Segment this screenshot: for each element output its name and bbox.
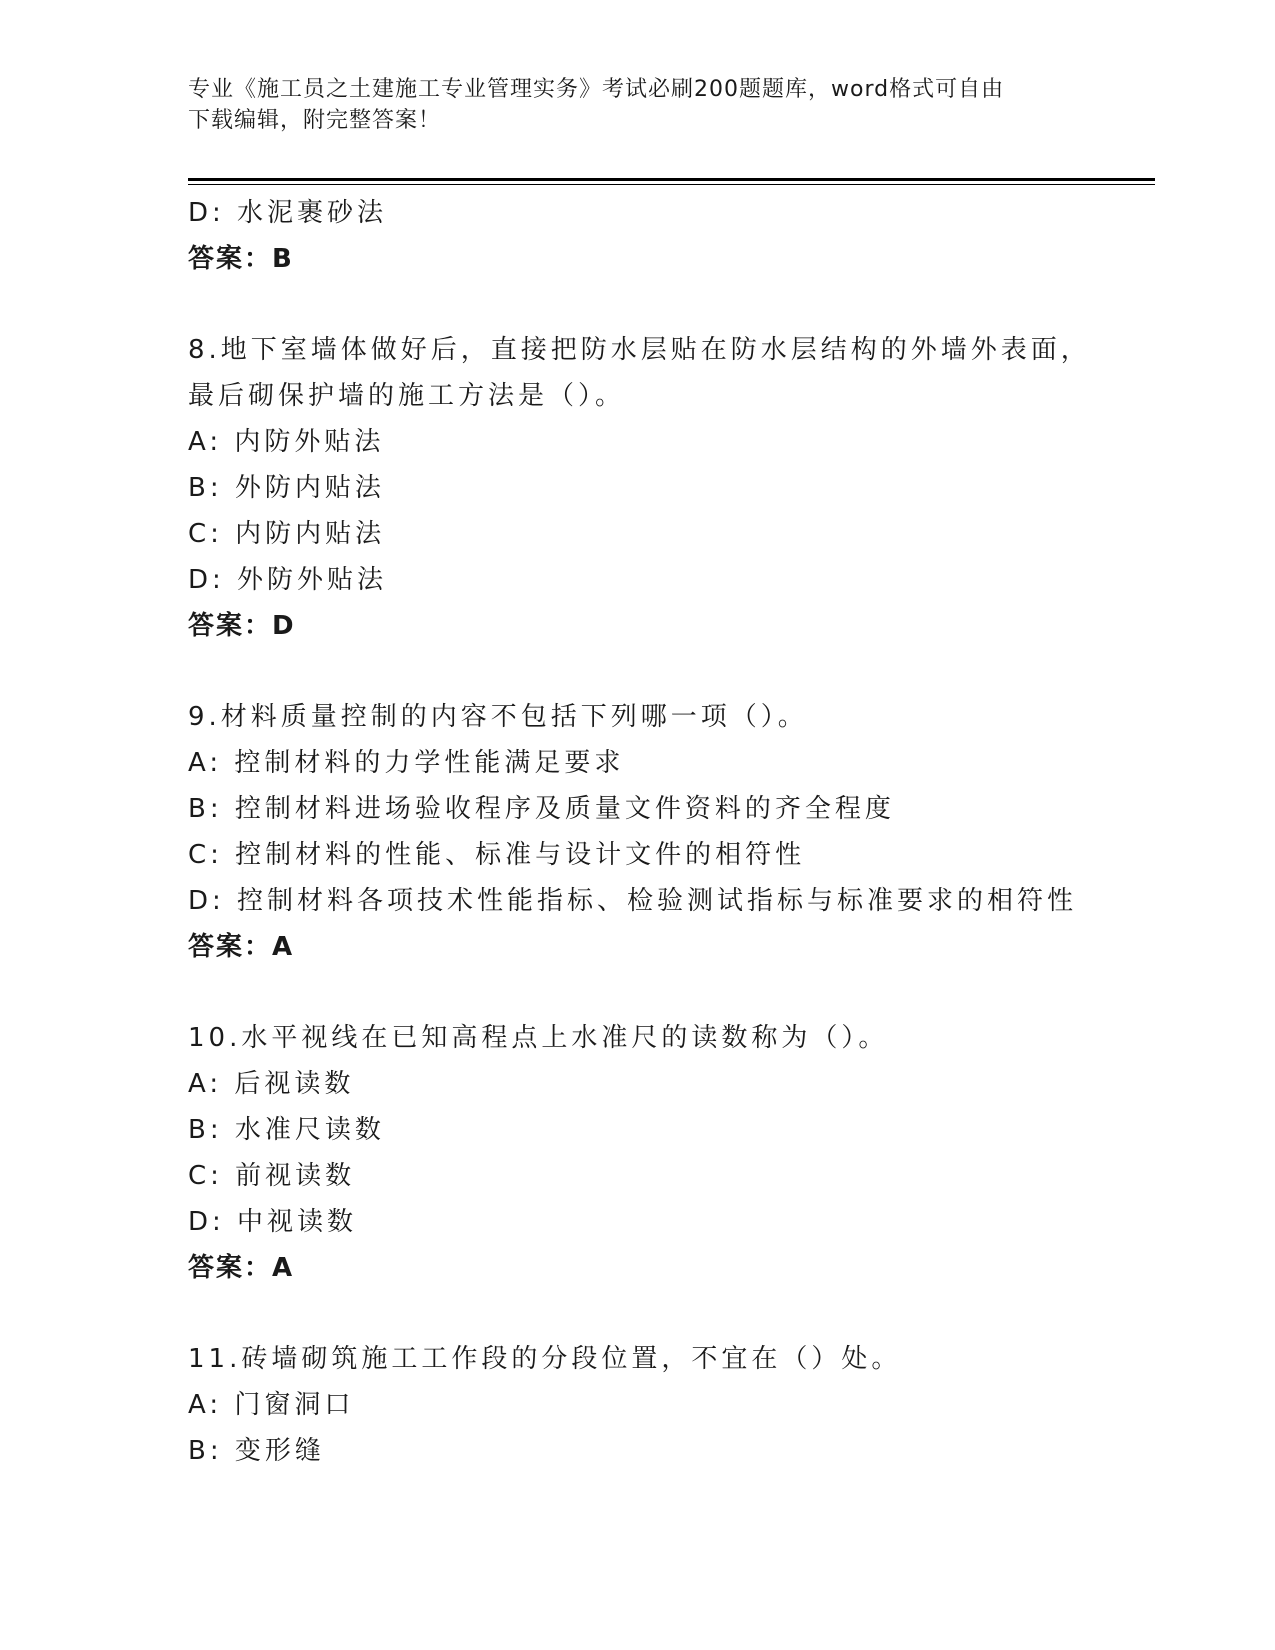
text-line: A: 控制材料的力学性能满足要求: [188, 748, 625, 778]
spacer: [188, 282, 1088, 327]
text-line: D: 控制材料各项技术性能指标、检验测试指标与标准要求的相符性: [188, 886, 1078, 916]
question-content: [188, 190, 1091, 1474]
spacer: [188, 649, 1088, 694]
answer-line: 答案：D: [188, 611, 296, 641]
text-line: 11.砖墙砌筑施工工作段的分段位置，不宜在（）处。: [188, 1344, 902, 1374]
answer-line: 答案：A: [188, 1253, 295, 1283]
header-line-1: 专业《施工员之土建施工专业管理实务》考试必刷200题题库，word格式可自由: [188, 77, 1005, 102]
document-header: [188, 74, 1068, 136]
text-line: 10.水平视线在已知高程点上水准尺的读数称为（）。: [188, 1023, 889, 1053]
text-line: B: 变形缝: [188, 1436, 325, 1466]
spacer: [188, 1291, 1088, 1336]
text-line: B: 水准尺读数: [188, 1115, 385, 1145]
text-line: D: 外防外贴法: [188, 565, 388, 595]
text-line: B: 控制材料进场验收程序及质量文件资料的齐全程度: [188, 794, 895, 824]
spacer: [188, 970, 1088, 1015]
header-rule-thin: [188, 184, 1155, 185]
header-rule-thick: [188, 178, 1155, 181]
text-line: C: 内防内贴法: [188, 519, 386, 549]
answer-line: 答案：A: [188, 932, 295, 962]
text-line: 9.材料质量控制的内容不包括下列哪一项（）。: [188, 702, 808, 732]
text-line: D: 中视读数: [188, 1207, 358, 1237]
text-line: 8.地下室墙体做好后，直接把防水层贴在防水层结构的外墙外表面，: [188, 335, 1091, 365]
text-line: B: 外防内贴法: [188, 473, 385, 503]
answer-line: 答案：B: [188, 244, 294, 274]
header-line-2: 下载编辑，附完整答案！: [188, 108, 442, 133]
text-line: A: 后视读数: [188, 1069, 355, 1099]
text-line: A: 门窗洞口: [188, 1390, 355, 1420]
text-line: C: 控制材料的性能、标准与设计文件的相符性: [188, 840, 806, 870]
text-line: C: 前视读数: [188, 1161, 356, 1191]
text-line: D: 水泥裹砂法: [188, 198, 388, 228]
text-line: A: 内防外贴法: [188, 427, 385, 457]
text-line: 最后砌保护墙的施工方法是（）。: [188, 381, 626, 411]
